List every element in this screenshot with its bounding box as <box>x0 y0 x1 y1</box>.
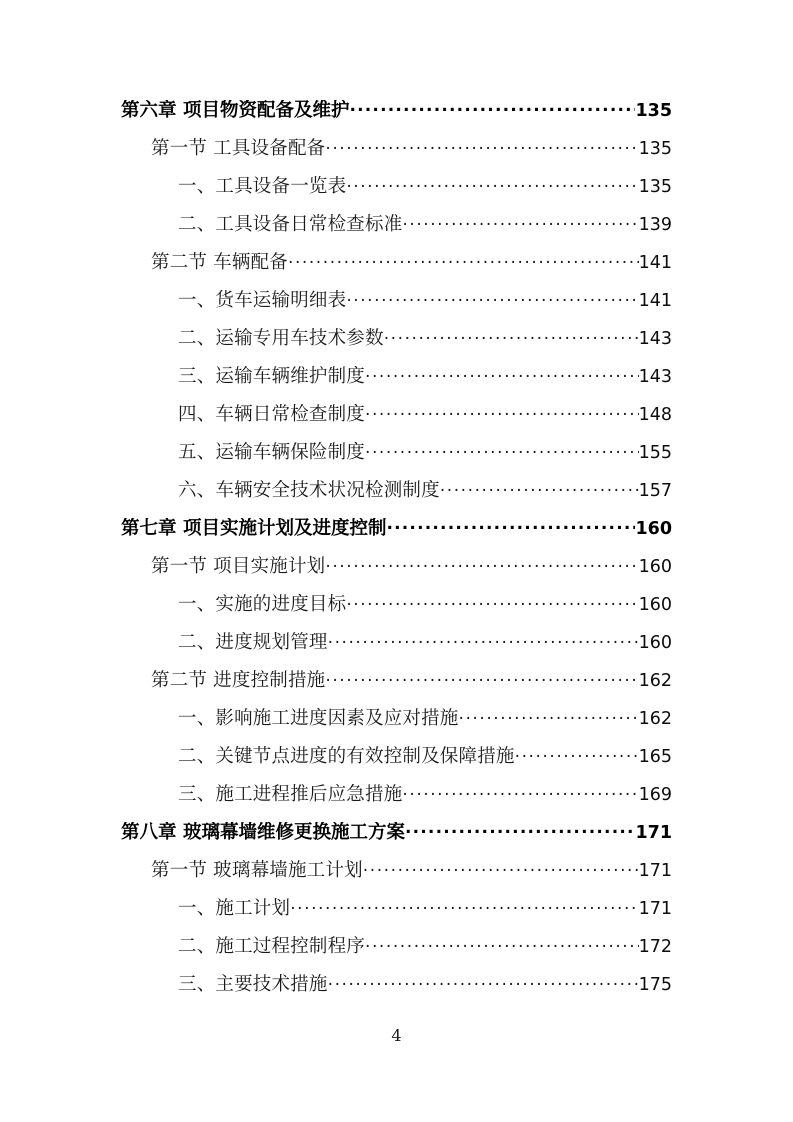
toc-entry-item[interactable] <box>178 594 672 632</box>
toc-entry-item[interactable] <box>178 290 672 328</box>
toc-entry-title: 第二节 车辆配备 <box>151 252 288 273</box>
toc-entry-title: 第二节 进度控制措施 <box>151 670 326 691</box>
toc-entry-title: 一、工具设备一览表 <box>178 176 347 197</box>
toc-entry-title: 二、运输专用车技术参数 <box>178 328 384 349</box>
toc-entry-page-number: 143 <box>638 367 672 387</box>
toc-dot-leader <box>363 860 639 876</box>
toc-entry-item[interactable] <box>178 936 672 974</box>
toc-entry-chapter[interactable] <box>121 518 672 556</box>
toc-entry-title: 一、施工计划 <box>178 898 291 919</box>
toc-dot-leader <box>288 252 639 268</box>
footer-page-number: 4 <box>391 1026 402 1045</box>
toc-entry-chapter[interactable] <box>121 822 672 860</box>
toc-entry-title: 一、货车运输明细表 <box>178 290 347 311</box>
toc-entry-page-number: 143 <box>638 329 672 349</box>
toc-entry-title: 一、影响施工进度因素及应对措施 <box>178 708 459 729</box>
toc-entry-page-number: 148 <box>638 405 672 425</box>
toc-dot-leader <box>346 176 638 192</box>
toc-entry-title: 二、工具设备日常检查标准 <box>178 214 403 235</box>
toc-entry-page-number: 155 <box>638 443 672 463</box>
toc-entry-title: 二、进度规划管理 <box>178 632 328 653</box>
toc-dot-leader <box>290 898 638 914</box>
toc-entry-page-number: 135 <box>638 177 672 197</box>
toc-dot-leader <box>405 822 636 838</box>
toc-entry-page-number: 157 <box>638 481 672 501</box>
toc-entry-item[interactable] <box>178 214 672 252</box>
toc-entry-section[interactable] <box>151 252 672 290</box>
toc-entry-page-number: 172 <box>638 937 672 957</box>
toc-entry-item[interactable] <box>178 632 672 670</box>
toc-entry-page-number: 175 <box>638 975 672 995</box>
toc-entry-page-number: 160 <box>638 633 672 653</box>
toc-entry-title: 六、车辆安全技术状况检测制度 <box>178 480 440 501</box>
toc-entry-page-number: 171 <box>635 823 672 843</box>
toc-entry-section[interactable] <box>151 556 672 594</box>
toc-entry-page-number: 135 <box>635 101 672 121</box>
toc-entry-item[interactable] <box>178 480 672 518</box>
toc-entry-title: 五、运输车辆保险制度 <box>178 442 366 463</box>
toc-dot-leader <box>402 784 638 800</box>
toc-dot-leader <box>346 594 638 610</box>
toc-dot-leader <box>440 480 639 496</box>
toc-dot-leader <box>328 632 639 648</box>
toc-entry-page-number: 171 <box>638 861 672 881</box>
toc-entry-page-number: 162 <box>638 709 672 729</box>
toc-dot-leader <box>365 442 639 458</box>
toc-entry-item[interactable] <box>178 784 672 822</box>
toc-dot-leader <box>365 404 639 420</box>
toc-dot-leader <box>325 138 638 154</box>
toc-dot-leader <box>365 366 639 382</box>
toc-entry-page-number: 139 <box>638 215 672 235</box>
toc-entry-title: 一、实施的进度目标 <box>178 594 347 615</box>
toc-entry-item[interactable] <box>178 898 672 936</box>
toc-entry-item[interactable] <box>178 366 672 404</box>
toc-entry-page-number: 135 <box>638 139 672 159</box>
toc-entry-item[interactable] <box>178 176 672 214</box>
toc-entry-item[interactable] <box>178 974 672 1012</box>
toc-entry-title: 二、施工过程控制程序 <box>178 936 366 957</box>
toc-entry-title: 三、施工进程推后应急措施 <box>178 784 403 805</box>
toc-dot-leader <box>346 290 638 306</box>
toc-dot-leader <box>459 708 639 724</box>
toc-dot-leader <box>325 556 638 572</box>
toc-entry-title: 三、主要技术措施 <box>178 974 328 995</box>
table-of-contents <box>121 100 672 1012</box>
toc-entry-page-number: 171 <box>638 899 672 919</box>
toc-entry-title: 第一节 工具设备配备 <box>151 138 326 159</box>
toc-dot-leader <box>349 100 635 116</box>
toc-entry-title: 第八章 玻璃幕墙维修更换施工方案 <box>121 822 405 843</box>
toc-entry-page-number: 141 <box>638 253 672 273</box>
toc-entry-page-number: 165 <box>638 747 672 767</box>
toc-dot-leader <box>325 670 638 686</box>
toc-entry-title: 第七章 项目实施计划及进度控制 <box>121 518 387 539</box>
toc-entry-item[interactable] <box>178 328 672 366</box>
toc-entry-item[interactable] <box>178 442 672 480</box>
toc-entry-title: 三、运输车辆维护制度 <box>178 366 366 387</box>
toc-entry-section[interactable] <box>151 138 672 176</box>
toc-entry-section[interactable] <box>151 860 672 898</box>
toc-entry-page-number: 162 <box>638 671 672 691</box>
toc-entry-title: 二、关键节点进度的有效控制及保障措施 <box>178 746 515 767</box>
toc-dot-leader <box>328 974 639 990</box>
toc-entry-section[interactable] <box>151 670 672 708</box>
toc-entry-item[interactable] <box>178 746 672 784</box>
toc-entry-page-number: 160 <box>638 595 672 615</box>
toc-entry-title: 四、车辆日常检查制度 <box>178 404 366 425</box>
toc-entry-item[interactable] <box>178 708 672 746</box>
toc-entry-page-number: 169 <box>638 785 672 805</box>
toc-entry-page-number: 160 <box>638 557 672 577</box>
toc-entry-title: 第一节 项目实施计划 <box>151 556 326 577</box>
toc-entry-page-number: 160 <box>635 519 672 539</box>
toc-dot-leader <box>365 936 639 952</box>
toc-entry-title: 第一节 玻璃幕墙施工计划 <box>151 860 363 881</box>
toc-entry-title: 第六章 项目物资配备及维护 <box>121 100 350 121</box>
toc-dot-leader <box>515 746 639 762</box>
toc-dot-leader <box>402 214 638 230</box>
toc-entry-chapter[interactable] <box>121 100 672 138</box>
toc-entry-page-number: 141 <box>638 291 672 311</box>
toc-entry-item[interactable] <box>178 404 672 442</box>
toc-dot-leader <box>386 518 635 534</box>
toc-dot-leader <box>384 328 639 344</box>
